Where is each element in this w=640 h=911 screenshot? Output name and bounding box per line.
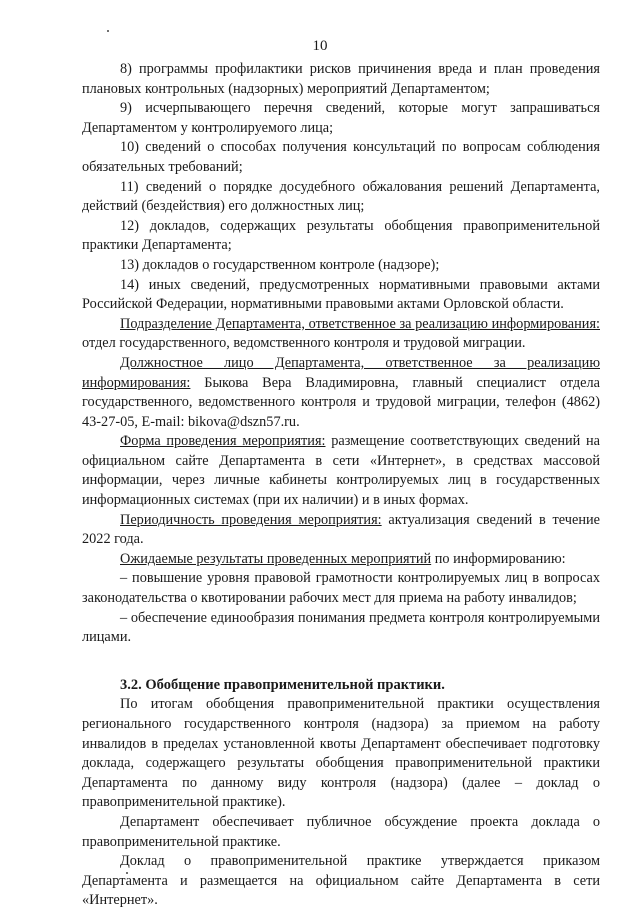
event-periodicity <box>82 511 600 550</box>
list-item-14: 14) иных сведений, предусмотренных нормативными правовыми актами Российской Федерации, нормативными правовыми актами Орловской области. <box>82 276 600 313</box>
list-item-12: 12) докладов, содержащих результаты обобщения правоприменительной практики Департамента; <box>82 217 600 254</box>
expected-results-text: по информированию: <box>431 550 566 567</box>
responsible-official-label: Должностное лицо Департамента, ответственное за реализацию информирования: <box>82 354 600 391</box>
section-heading: 3.2. Обобщение правоприменительной практики. <box>120 676 445 693</box>
list-item-9: 9) исчерпывающего перечня сведений, которые могут запрашиваться Департаментом у контролируемого лица; <box>82 100 600 136</box>
list-item-13: 13) докладов о государственном контроле (надзоре); <box>120 256 440 273</box>
section-paragraph: Доклад о правоприменительной практике утверждается приказом Департамента и размещается на официальном сайте Департамента в сети «Интернет». <box>82 853 600 909</box>
section-paragraph: Департамент обеспечивает публичное обсуждение проекта доклада о правоприменительной практике. <box>82 813 600 850</box>
responsible-official-text: Быкова Вера Владимировна, главный специалист отдела государственного, ведомственного контроля и трудовой миграции, телефон (4862) 43-27-05, E-mail: bikova@dszn57.ru. <box>82 374 600 430</box>
responsible-official <box>82 354 600 432</box>
event-form-label: Форма проведения мероприятия: <box>120 433 326 450</box>
list-item-8: 8) программы профилактики рисков причинения вреда и план проведения плановых контрольных (надзорных) мероприятий Департаментом; <box>82 61 600 97</box>
section-gap <box>82 648 600 662</box>
page-number: 10 <box>312 38 328 54</box>
result-item: – повышение уровня правовой грамотности контролируемых лиц в вопросах законодательства о квотировании рабочих мест для приема на работу инвалидов; <box>82 570 600 607</box>
event-periodicity-label: Периодичность проведения мероприятия: <box>120 511 382 528</box>
document-body <box>82 60 600 911</box>
event-periodicity-text: актуализация сведений в течение 2022 года. <box>82 511 600 548</box>
responsible-division <box>82 315 600 354</box>
event-form-text: размещение соответствующих сведений на официальном сайте Департамента в сети «Интернет», в средствах массовой информации, через личные кабинеты контролируемых лиц в государственных информационных системах (при их наличии) и в иных формах. <box>82 433 600 509</box>
expected-results <box>82 550 600 570</box>
event-form <box>82 432 600 510</box>
expected-results-label: Ожидаемые результаты проведенных мероприятий <box>120 550 432 567</box>
section-paragraph: По итогам обобщения правоприменительной практики осуществления регионального государственного контроля (надзора) за приемом на работу инвалидов в пределах установленной квоты Департамент обеспечивает подготовку доклада, содержащего результаты обобщения правоприменительной практики Департамента по данному виду контроля (надзора) (далее – доклад о правоприменительной практике). <box>82 696 600 811</box>
result-item: – обеспечение единообразия понимания предмета контроля контролируемыми лицами. <box>82 609 600 646</box>
responsible-division-label: Подразделение Департамента, ответственное за реализацию информирования: <box>120 315 600 332</box>
list-item-10: 10) сведений о способах получения консультаций по вопросам соблюдения обязательных требований; <box>82 139 600 175</box>
list-item-11: 11) сведений о порядке досудебного обжалования решений Департамента, действий (бездействия) его должностных лиц; <box>82 178 600 215</box>
responsible-division-text: отдел государственного, ведомственного контроля и трудовой миграции. <box>82 335 526 352</box>
scan-speck <box>107 30 109 32</box>
